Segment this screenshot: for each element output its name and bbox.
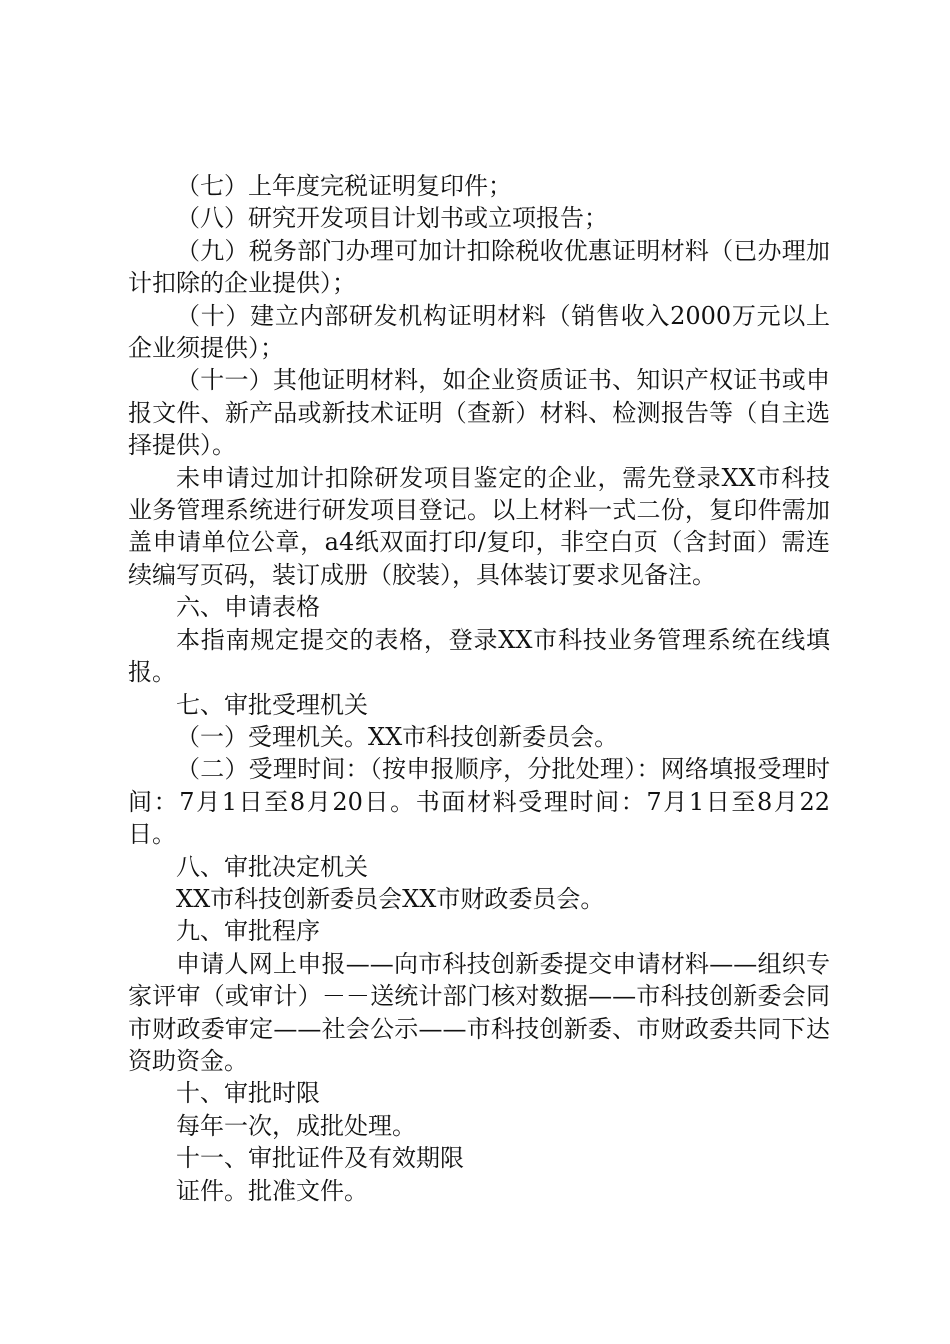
section-heading-application-forms: 六、申请表格: [176, 593, 320, 622]
paragraph-accepting-authority: （一）受理机关。XX市科技创新委员会。: [176, 722, 619, 751]
paragraph-9: （九）税务部门办理可加计扣除税收优惠证明材料（已办理加计扣除的企业提供）；: [128, 236, 830, 298]
section-heading-certificates: 十一、审批证件及有效期限: [176, 1144, 464, 1173]
paragraph-registration-note: 未申请过加计扣除研发项目鉴定的企业，需先登录XX市科技业务管理系统进行研发项目登记。以上材料一式二份，复印件需加盖申请单位公章，a4纸双面打印/复印，非空白页（含封面）需连续编写页码，装订成册（胶装），具体装订要求见备注。: [128, 463, 830, 589]
paragraph-7: （七）上年度完税证明复印件；: [176, 172, 512, 200]
paragraph-acceptance-time: （二）受理时间：（按申报顺序，分批处理）：网络填报受理时间：7月1日至8月20日。书面材料受理时间：7月1日至8月22日。: [128, 755, 830, 849]
section-heading-procedure: 九、审批程序: [176, 917, 320, 946]
section-heading-time-limit: 十、审批时限: [176, 1079, 320, 1108]
paragraph-certificates: 证件。批准文件。: [176, 1176, 368, 1205]
paragraph-procedure: 申请人网上申报——向市科技创新委提交申请材料——组织专家评审（或审计）－－送统计部门核对数据——市科技创新委会同市财政委审定——社会公示——市科技创新委、市财政委共同下达资助资金。: [128, 949, 830, 1075]
paragraph-decision-authority: XX市科技创新委员会XX市财政委员会。: [176, 884, 605, 913]
paragraph-11: （十一）其他证明材料，如企业资质证书、知识产权证书或申报文件、新产品或新技术证明（查新）材料、检测报告等（自主选择提供）。: [128, 366, 830, 460]
paragraph-10: （十）建立内部研发机构证明材料（销售收入2000万元以上企业须提供）；: [128, 301, 830, 363]
document-body: [128, 170, 830, 1207]
paragraph-forms: 本指南规定提交的表格，登录XX市科技业务管理系统在线填报。: [128, 625, 830, 687]
section-heading-decision-authority: 八、审批决定机关: [176, 852, 368, 881]
section-heading-accepting-authority: 七、审批受理机关: [176, 690, 368, 719]
paragraph-8: （八）研究开发项目计划书或立项报告；: [176, 204, 608, 233]
paragraph-time-limit: 每年一次，成批处理。: [176, 1111, 416, 1140]
